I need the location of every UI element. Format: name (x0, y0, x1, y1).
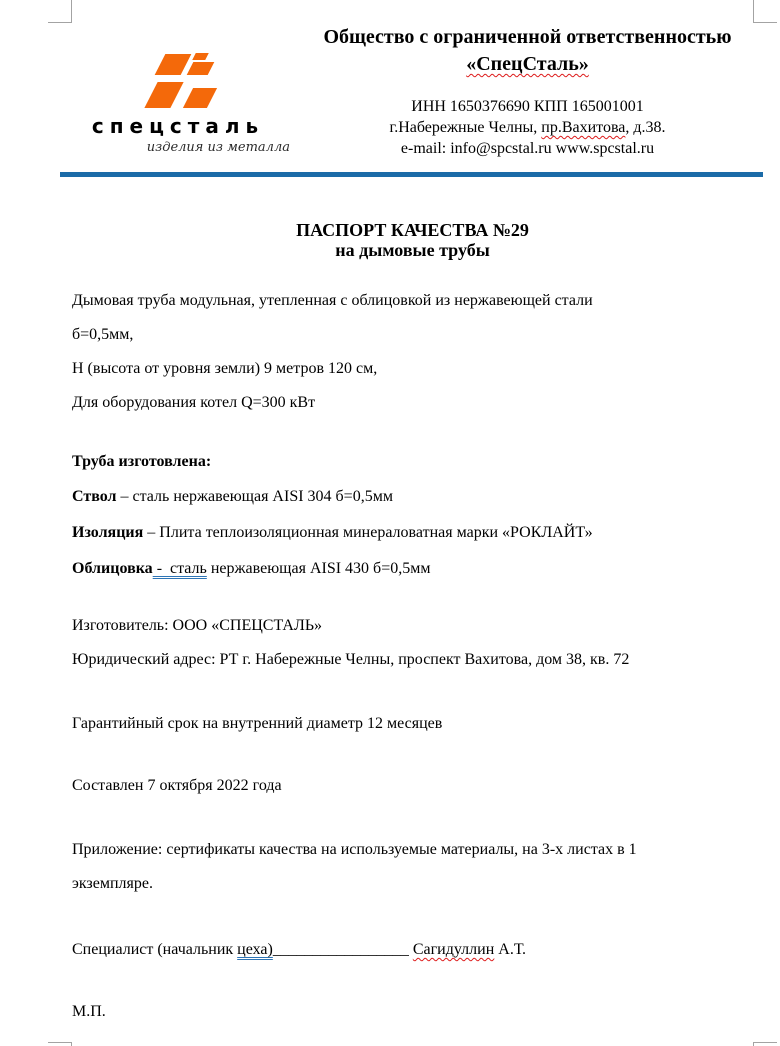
signature-grammar-word: цеха) (237, 941, 273, 958)
made-of-stvol: Ствол – сталь нержавеющая AISI 304 б=0,5мм (72, 488, 393, 505)
logo-brand-text: спецсталь (91, 114, 265, 138)
doc-title: ПАСПОРТ КАЧЕСТВА №29 (296, 220, 529, 240)
org-name: «СпецСталь» (466, 53, 589, 75)
manufacturer-line: Изготовитель: ООО «СПЕЦСТАЛЬ» (72, 617, 323, 634)
company-header (295, 24, 760, 159)
attachment-paragraph: Приложение: сертификаты качества на используемые материалы, на 3-х листах в 1 экземпляре. (72, 841, 637, 892)
inn-kpp-line: ИНН 1650376690 КПП 165001001 (411, 98, 644, 115)
doc-title-block (72, 212, 753, 260)
logo-parallelogram-icon (192, 53, 209, 60)
email-line: e-mail: info@spcstal.ru www.spcstal.ru (400, 140, 655, 157)
company-logo-icon (148, 51, 226, 108)
header-divider-rule (60, 172, 763, 177)
logo-parallelogram-icon (155, 54, 192, 75)
logo-tagline: изделия из металла (146, 140, 290, 155)
doc-subtitle: на дымовые трубы (335, 240, 490, 260)
composed-date-line: Составлен 7 октября 2022 года (72, 777, 282, 794)
made-of-izolyaciya: Изоляция – Плита теплоизоляционная минераловатная марки «РОКЛАЙТ» (72, 524, 593, 541)
warranty-line: Гарантийный срок на внутренний диаметр 12 месяцев (72, 715, 443, 732)
signature-name: Сагидуллин (412, 941, 495, 958)
address-street: пр.Вахитова (541, 119, 626, 136)
logo-parallelogram-icon (187, 62, 215, 75)
made-of-oblicovka: Облицовка - сталь нержавеющая AISI 430 б=0,5мм (72, 560, 431, 577)
address-line: г.Набережные Челны, пр.Вахитова, д.38. (389, 119, 666, 136)
legal-address-line: Юридический адрес: РТ г. Набережные Челны, проспект Вахитова, дом 38, кв. 72 (72, 651, 630, 668)
logo-parallelogram-icon (183, 88, 217, 108)
manufacturer-section (72, 609, 753, 677)
crop-mark-top-right (753, 0, 777, 23)
crop-mark-top-left (48, 0, 72, 23)
document-body (72, 212, 753, 1029)
org-type-line: Общество с ограниченной ответственностью (323, 26, 732, 48)
crop-mark-bottom-right (753, 1042, 777, 1046)
signature-blank: _________________ (272, 941, 409, 958)
made-of-section (72, 445, 753, 587)
stamp-placeholder: М.П. (72, 1003, 106, 1020)
intro-paragraph: Дымовая труба модульная, утепленная с облицовкой из нержавеющей стали б=0,5мм, Н (высота от уровня земли) 9 метров 120 см, Для оборудования котел Q=300 кВт (72, 292, 593, 411)
logo-parallelogram-icon (144, 82, 183, 108)
made-of-heading: Труба изготовлена: (72, 453, 212, 470)
signature-line: Специалист (начальник цеха)_________________ Сагидуллин А.Т. (72, 941, 527, 958)
crop-mark-bottom-left (48, 1042, 72, 1046)
